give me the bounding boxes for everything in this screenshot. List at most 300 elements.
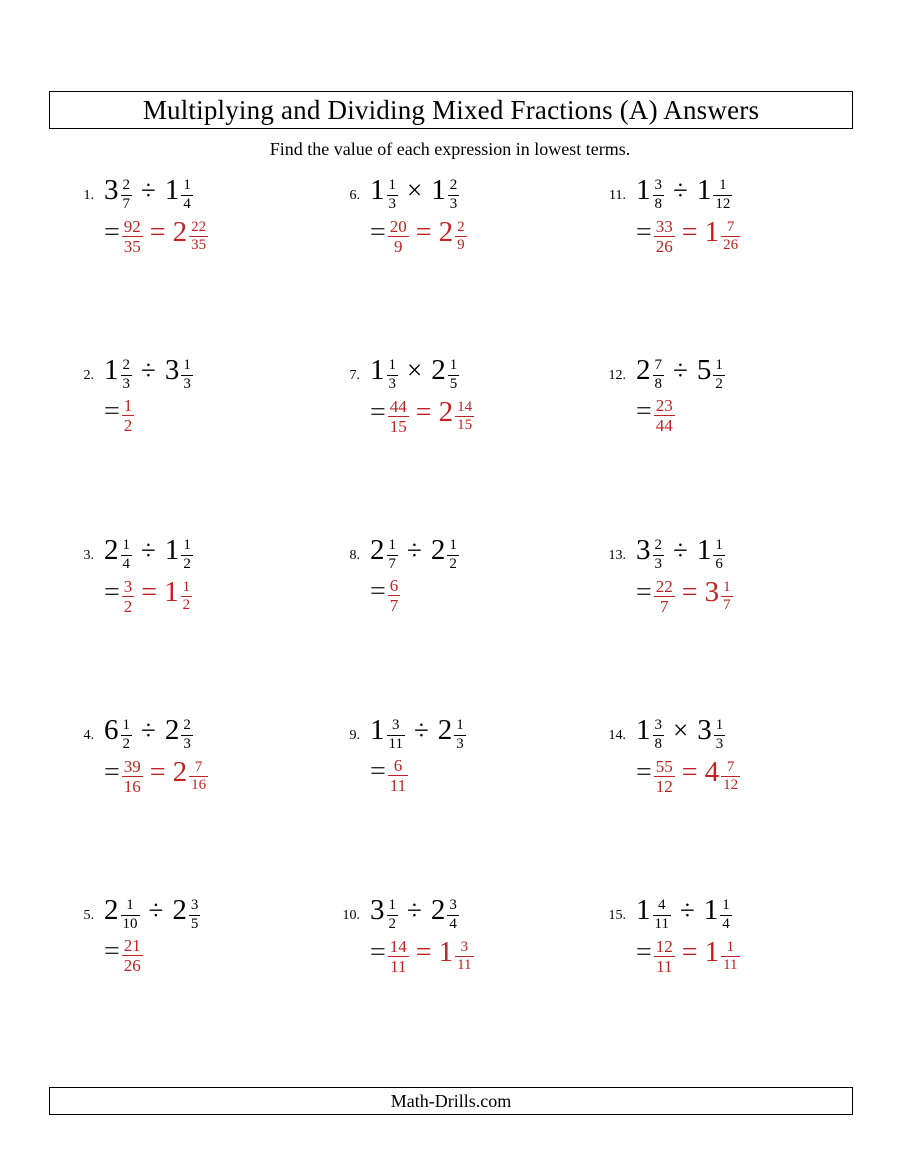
problem (592, 354, 858, 534)
equals-sign: = (681, 576, 698, 608)
answer-line (636, 216, 858, 257)
expression-line (326, 354, 592, 393)
answer-improper-fraction (388, 218, 409, 257)
denominator: 2 (183, 555, 191, 572)
equals-sign: = (415, 936, 432, 968)
problem (60, 894, 326, 1074)
answer-line (104, 216, 326, 257)
numerator: 1 (123, 395, 133, 415)
answer-improper-fraction (654, 397, 675, 436)
expression-line (592, 894, 858, 933)
denominator: 16 (191, 777, 207, 794)
second-mixed-number (696, 354, 725, 392)
denominator: 3 (183, 735, 191, 752)
numerator: 1 (714, 718, 726, 736)
whole-number: 3 (164, 354, 180, 386)
whole-number: 1 (370, 354, 385, 386)
second-mixed-number (703, 894, 732, 932)
whole-number: 1 (431, 174, 446, 206)
fraction (713, 538, 725, 573)
answer-mixed-number (704, 935, 740, 974)
numerator: 1 (447, 538, 459, 556)
problem-number: 10. (342, 908, 360, 923)
denominator: 44 (655, 416, 673, 436)
operator-sign: × (673, 715, 689, 745)
operator-sign: ÷ (413, 715, 429, 745)
denominator: 16 (123, 777, 141, 797)
numerator: 1 (387, 538, 399, 556)
fraction (387, 358, 399, 393)
answer-improper-fraction (122, 218, 143, 257)
answer-line (370, 756, 592, 796)
whole-number: 2 (172, 894, 187, 926)
answer-improper-fraction (388, 577, 401, 616)
problem-number: 2. (83, 368, 94, 383)
fraction (653, 178, 665, 213)
equals-sign: = (104, 935, 120, 967)
second-mixed-number (430, 894, 459, 932)
denominator: 2 (388, 915, 396, 932)
answer-line (636, 756, 858, 797)
numerator: 2 (121, 178, 133, 196)
denominator: 7 (723, 597, 731, 614)
answer-mixed-number (172, 215, 209, 254)
problem-number: 14. (608, 728, 626, 743)
problem (592, 174, 858, 354)
answer-improper-fraction (122, 937, 143, 976)
answer-mixed-part (409, 395, 474, 434)
denominator: 7 (388, 555, 396, 572)
numerator: 1 (721, 940, 739, 958)
first-mixed-number (370, 534, 398, 572)
answer-mixed-part (675, 575, 733, 614)
numerator: 1 (713, 358, 725, 376)
denominator: 7 (122, 195, 130, 212)
whole-number: 3 (704, 575, 720, 608)
whole-number: 1 (636, 714, 651, 746)
problems-grid (60, 174, 858, 1074)
answer-mixed-number (704, 215, 741, 254)
answer-mixed-part (675, 935, 740, 974)
numerator: 7 (721, 760, 740, 778)
first-mixed-number (370, 894, 398, 932)
denominator: 12 (715, 195, 731, 212)
numerator: 14 (389, 936, 407, 956)
whole-number: 2 (172, 215, 188, 248)
numerator: 1 (181, 358, 193, 376)
denominator: 9 (457, 237, 465, 254)
fraction (714, 718, 726, 753)
numerator: 2 (448, 178, 460, 196)
fraction (387, 898, 399, 933)
first-mixed-number (104, 534, 132, 572)
fraction (387, 178, 399, 213)
operator-sign: ÷ (141, 535, 156, 565)
numerator: 55 (655, 756, 673, 776)
equals-sign: = (149, 756, 166, 788)
problem-number: 7. (349, 368, 360, 383)
denominator: 2 (122, 735, 130, 752)
operator-sign: ÷ (141, 715, 156, 745)
fraction (713, 178, 732, 213)
fraction (181, 580, 193, 615)
denominator: 11 (390, 957, 407, 977)
numerator: 7 (189, 760, 208, 778)
answer-line (370, 576, 592, 616)
numerator: 1 (448, 358, 460, 376)
operator-sign: ÷ (141, 355, 156, 385)
answer-mixed-part (675, 215, 740, 254)
equals-sign: = (636, 756, 652, 788)
answer-mixed-part (134, 575, 192, 614)
problem-number: 4. (83, 728, 94, 743)
denominator: 4 (449, 915, 457, 932)
numerator: 1 (121, 538, 133, 556)
equals-sign: = (370, 575, 386, 607)
whole-number: 2 (636, 354, 651, 386)
denominator: 35 (191, 237, 207, 254)
numerator: 3 (189, 898, 201, 916)
problem (592, 714, 858, 894)
denominator: 4 (183, 195, 191, 212)
numerator: 39 (123, 756, 141, 776)
fraction (721, 580, 733, 615)
equals-sign: = (681, 936, 698, 968)
numerator: 21 (123, 935, 141, 955)
whole-number: 1 (704, 935, 720, 968)
denominator: 35 (123, 237, 141, 257)
operator-sign: ÷ (407, 535, 422, 565)
problem-number: 5. (83, 908, 94, 923)
whole-number: 6 (104, 714, 119, 746)
whole-number: 2 (172, 755, 188, 788)
problem (326, 714, 592, 894)
denominator: 3 (183, 375, 191, 392)
equals-sign: = (370, 216, 386, 248)
expression-line (60, 354, 326, 393)
first-mixed-number (104, 174, 132, 212)
equals-sign: = (104, 216, 120, 248)
whole-number: 1 (696, 174, 712, 206)
operator-sign: ÷ (673, 535, 688, 565)
numerator: 1 (454, 718, 466, 736)
problem-number: 9. (349, 728, 360, 743)
first-mixed-number (370, 714, 405, 752)
expression-line (326, 714, 592, 753)
denominator: 8 (654, 735, 662, 752)
answer-line (104, 756, 326, 797)
whole-number: 3 (370, 894, 385, 926)
equals-sign: = (370, 936, 386, 968)
answer-improper-fraction (654, 218, 675, 257)
second-mixed-number (164, 714, 193, 752)
expression-line (592, 174, 858, 213)
denominator: 7 (389, 596, 399, 616)
operator-sign: ÷ (673, 175, 688, 205)
equals-sign: = (415, 216, 432, 248)
answer-mixed-part (409, 935, 474, 974)
numerator: 14 (455, 400, 474, 418)
answer-mixed-number (704, 755, 741, 794)
fraction (181, 178, 193, 213)
numerator: 3 (447, 898, 459, 916)
answer-improper-fraction (654, 578, 675, 617)
fraction (713, 358, 725, 393)
problem (326, 534, 592, 714)
problem-number: 13. (608, 548, 626, 563)
answer-mixed-number (172, 755, 209, 794)
answer-improper-fraction (122, 397, 135, 436)
answer-improper-fraction (122, 578, 135, 617)
problem (592, 894, 858, 1074)
problem (60, 534, 326, 714)
second-mixed-number (164, 174, 193, 212)
fraction (448, 178, 460, 213)
numerator: 2 (455, 220, 467, 238)
footer-box (49, 1087, 853, 1115)
numerator: 1 (713, 538, 725, 556)
answer-mixed-number (438, 215, 467, 254)
numerator: 2 (653, 538, 665, 556)
fraction (181, 358, 193, 393)
numerator: 1 (181, 580, 193, 598)
answer-improper-fraction (388, 398, 409, 437)
operator-sign: × (407, 175, 423, 205)
equals-sign: = (681, 216, 698, 248)
denominator: 3 (388, 375, 396, 392)
denominator: 3 (388, 195, 396, 212)
denominator: 9 (394, 237, 403, 257)
numerator: 1 (387, 178, 399, 196)
answer-line (104, 576, 326, 617)
equals-sign: = (636, 936, 652, 968)
fraction (189, 760, 208, 795)
whole-number: 2 (438, 215, 454, 248)
equals-sign: = (636, 216, 652, 248)
equals-sign: = (104, 395, 120, 427)
fraction (121, 178, 133, 213)
numerator: 3 (123, 576, 133, 596)
numerator: 3 (653, 178, 665, 196)
fraction (181, 718, 193, 753)
whole-number: 2 (164, 714, 180, 746)
fraction (653, 538, 665, 573)
fraction (455, 400, 474, 435)
whole-number: 1 (703, 894, 719, 926)
fraction (447, 898, 459, 933)
second-mixed-number (164, 534, 193, 572)
whole-number: 2 (430, 534, 446, 566)
numerator: 92 (123, 216, 141, 236)
whole-number: 2 (430, 894, 446, 926)
denominator: 10 (122, 915, 138, 932)
denominator: 12 (655, 777, 673, 797)
page-title: Multiplying and Dividing Mixed Fractions (A) Answers (142, 94, 760, 125)
fraction (121, 358, 133, 393)
numerator: 6 (389, 575, 399, 595)
problem-number: 8. (349, 548, 360, 563)
first-mixed-number (370, 174, 398, 212)
second-mixed-number (696, 534, 725, 572)
denominator: 4 (722, 915, 730, 932)
fraction (447, 538, 459, 573)
problem-number: 12. (608, 368, 626, 383)
answer-mixed-part (143, 755, 208, 794)
problem (592, 534, 858, 714)
denominator: 5 (449, 375, 458, 392)
whole-number: 5 (696, 354, 712, 386)
first-mixed-number (636, 354, 664, 392)
denominator: 11 (654, 915, 669, 932)
numerator: 3 (653, 718, 665, 736)
fraction (121, 718, 133, 753)
whole-number: 3 (104, 174, 119, 206)
denominator: 2 (449, 555, 457, 572)
numerator: 6 (388, 757, 408, 777)
second-mixed-number (164, 354, 193, 392)
answer-improper-fraction (388, 757, 408, 796)
problem-number: 6. (349, 188, 360, 203)
first-mixed-number (370, 354, 398, 392)
problem (60, 714, 326, 894)
equals-sign: = (370, 396, 386, 428)
fraction (721, 760, 740, 795)
numerator: 1 (121, 718, 133, 736)
operator-sign: × (407, 355, 423, 385)
expression-line (592, 714, 858, 753)
expression-line (60, 714, 326, 753)
instructions-text: Find the value of each expression in lowest terms. (269, 139, 631, 159)
problem-number: 3. (83, 548, 94, 563)
denominator: 2 (123, 416, 133, 436)
numerator: 20 (389, 216, 407, 236)
expression-line (60, 894, 326, 933)
answer-line (636, 936, 858, 977)
numerator: 12 (655, 936, 673, 956)
fraction (653, 898, 671, 933)
operator-sign: ÷ (148, 895, 164, 925)
numerator: 33 (655, 216, 673, 236)
denominator: 11 (723, 957, 738, 974)
expression-line (326, 534, 592, 573)
numerator: 1 (181, 178, 193, 196)
denominator: 2 (715, 375, 723, 392)
whole-number: 1 (164, 534, 180, 566)
denominator: 2 (182, 597, 191, 614)
numerator: 2 (181, 718, 193, 736)
numerator: 1 (720, 898, 732, 916)
problem-number: 11. (609, 188, 626, 203)
whole-number: 1 (704, 215, 720, 248)
whole-number: 3 (636, 534, 651, 566)
numerator: 22 (655, 576, 673, 596)
fraction (181, 538, 193, 573)
numerator: 3 (455, 940, 473, 958)
denominator: 26 (123, 956, 141, 976)
answer-improper-fraction (654, 758, 675, 797)
whole-number: 1 (164, 174, 180, 206)
fraction (121, 538, 133, 573)
answer-mixed-part (409, 215, 467, 254)
equals-sign: = (370, 755, 386, 787)
denominator: 11 (656, 957, 673, 977)
denominator: 3 (715, 735, 724, 752)
denominator: 5 (190, 915, 199, 932)
second-mixed-number (696, 174, 733, 212)
denominator: 11 (388, 735, 403, 752)
whole-number: 3 (697, 714, 712, 746)
first-mixed-number (636, 534, 664, 572)
footer-site-name: Math-Drills.com (390, 1090, 512, 1111)
numerator: 1 (387, 898, 399, 916)
fraction (653, 718, 665, 753)
fraction (454, 718, 466, 753)
operator-sign: ÷ (679, 895, 695, 925)
whole-number: 1 (370, 174, 385, 206)
answer-line (370, 396, 592, 437)
whole-number: 1 (636, 174, 651, 206)
answer-line (636, 396, 858, 436)
equals-sign: = (104, 756, 120, 788)
equals-sign: = (636, 395, 652, 427)
denominator: 12 (723, 777, 739, 794)
problem (326, 174, 592, 354)
numerator: 1 (721, 580, 733, 598)
equals-sign: = (636, 576, 652, 608)
denominator: 3 (449, 195, 458, 212)
fraction (720, 898, 732, 933)
denominator: 8 (654, 195, 662, 212)
fraction (189, 220, 208, 255)
first-mixed-number (104, 354, 132, 392)
fraction (721, 940, 739, 975)
fraction (387, 718, 405, 753)
numerator: 22 (189, 220, 208, 238)
second-mixed-number (430, 534, 459, 572)
whole-number: 1 (438, 935, 454, 968)
first-mixed-number (636, 714, 664, 752)
whole-number: 1 (104, 354, 119, 386)
answer-improper-fraction (388, 938, 409, 977)
first-mixed-number (104, 714, 132, 752)
numerator: 3 (387, 718, 405, 736)
equals-sign: = (681, 756, 698, 788)
operator-sign: ÷ (673, 355, 688, 385)
denominator: 6 (715, 555, 723, 572)
fraction (189, 898, 201, 933)
numerator: 23 (655, 395, 673, 415)
equals-sign: = (415, 396, 432, 428)
expression-line (592, 354, 858, 393)
answer-mixed-part (675, 755, 740, 794)
whole-number: 1 (164, 575, 179, 608)
second-mixed-number (697, 714, 725, 752)
equals-sign: = (141, 576, 158, 608)
answer-improper-fraction (122, 758, 143, 797)
whole-number: 4 (704, 755, 720, 788)
fraction (653, 358, 665, 393)
problem (326, 354, 592, 534)
denominator: 15 (389, 417, 407, 437)
denominator: 26 (723, 237, 739, 254)
numerator: 7 (721, 220, 740, 238)
answer-mixed-part (143, 215, 208, 254)
title-box (49, 91, 853, 129)
numerator: 44 (389, 396, 407, 416)
expression-line (60, 534, 326, 573)
first-mixed-number (636, 174, 664, 212)
whole-number: 1 (696, 534, 712, 566)
